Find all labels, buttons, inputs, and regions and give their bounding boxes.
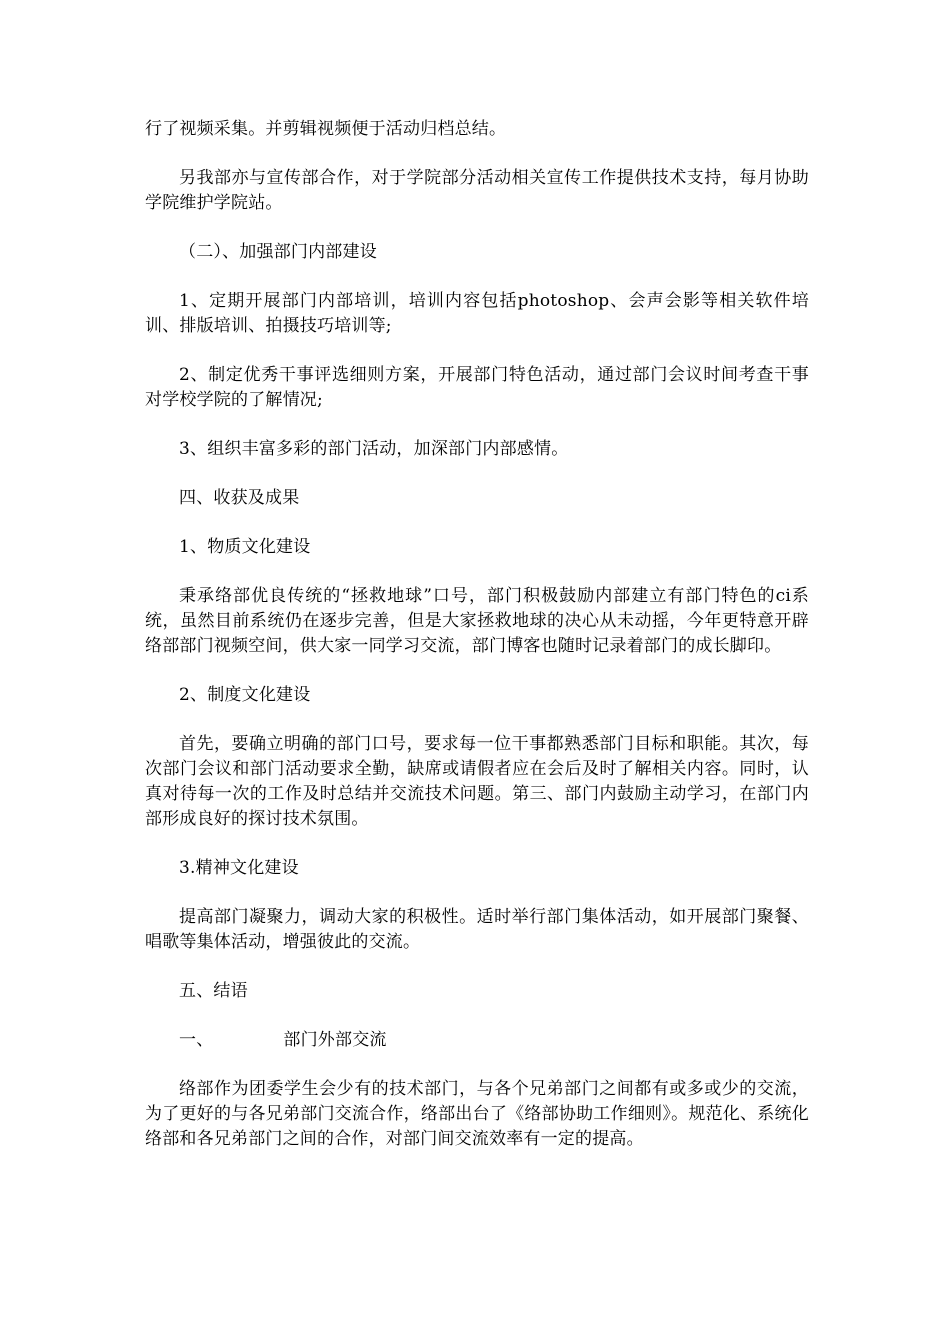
paragraph-publicity-cooperation: 另我部亦与宣传部合作，对于学院部分活动相关宣传工作提供技术支持，每月协助学院维护学院站。 (145, 168, 809, 213)
list-item-evaluation: 2、制定优秀干事评选细则方案，开展部门特色活动，通过部门会议时间考查干事对学校学院的了解情况; (145, 365, 809, 410)
heading-internal-construction: （二）、加强部门内部建设 (179, 242, 377, 262)
heading-conclusion: 五、结语 (179, 981, 248, 1001)
list-item-activities: 3、组织丰富多彩的部门活动，加深部门内部感情。 (179, 439, 569, 459)
heading-institutional-culture: 2、制度文化建设 (179, 685, 311, 705)
paragraph-external-exchange: 络部作为团委学生会少有的技术部门，与各个兄弟部门之间都有或多或少的交流，为了更好的与各兄弟部门交流合作，络部出台了《络部协助工作细则》。规范化、系统化络部和各兄弟部门之间的合作，对部门间交流效率有一定的提高。 (145, 1079, 809, 1149)
list-item-training: 1、定期开展部门内部培训，培训内容包括photoshop、会声会影等相关软件培训、排版培训、拍摄技巧培训等; (145, 291, 809, 336)
paragraph-continuation: 行了视频采集。并剪辑视频便于活动归档总结。 (145, 119, 507, 139)
heading-spiritual-culture: 3.精神文化建设 (179, 858, 299, 878)
paragraph-spiritual-culture: 提高部门凝聚力，调动大家的积极性。适时举行部门集体活动，如开展部门聚餐、唱歌等集体活动，增强彼此的交流。 (145, 907, 809, 952)
paragraph-institutional-culture: 首先，要确立明确的部门口号，要求每一位干事都熟悉部门目标和职能。其次，每次部门会议和部门活动要求全勤，缺席或请假者应在会后及时了解相关内容。同时，认真对待每一次的工作及时总结并交流技术问题。第三、部门内鼓励主动学习，在部门内部形成良好的探讨技术氛围。 (145, 734, 809, 829)
heading-achievements: 四、收获及成果 (179, 488, 300, 508)
heading-external-exchange-number: 一、 (179, 1030, 214, 1050)
document-body (145, 117, 809, 1176)
heading-external-exchange-title: 部门外部交流 (283, 1030, 387, 1050)
paragraph-material-culture: 秉承络部优良传统的“拯救地球”口号，部门积极鼓励内部建立有部门特色的ci系统，虽然目前系统仍在逐步完善，但是大家拯救地球的决心从未动摇，今年更特意开辟络部部门视频空间，供大家一同学习交流，部门博客也随时记录着部门的成长脚印。 (145, 586, 809, 656)
heading-material-culture: 1、物质文化建设 (179, 537, 311, 557)
heading-external-exchange (145, 1028, 809, 1053)
